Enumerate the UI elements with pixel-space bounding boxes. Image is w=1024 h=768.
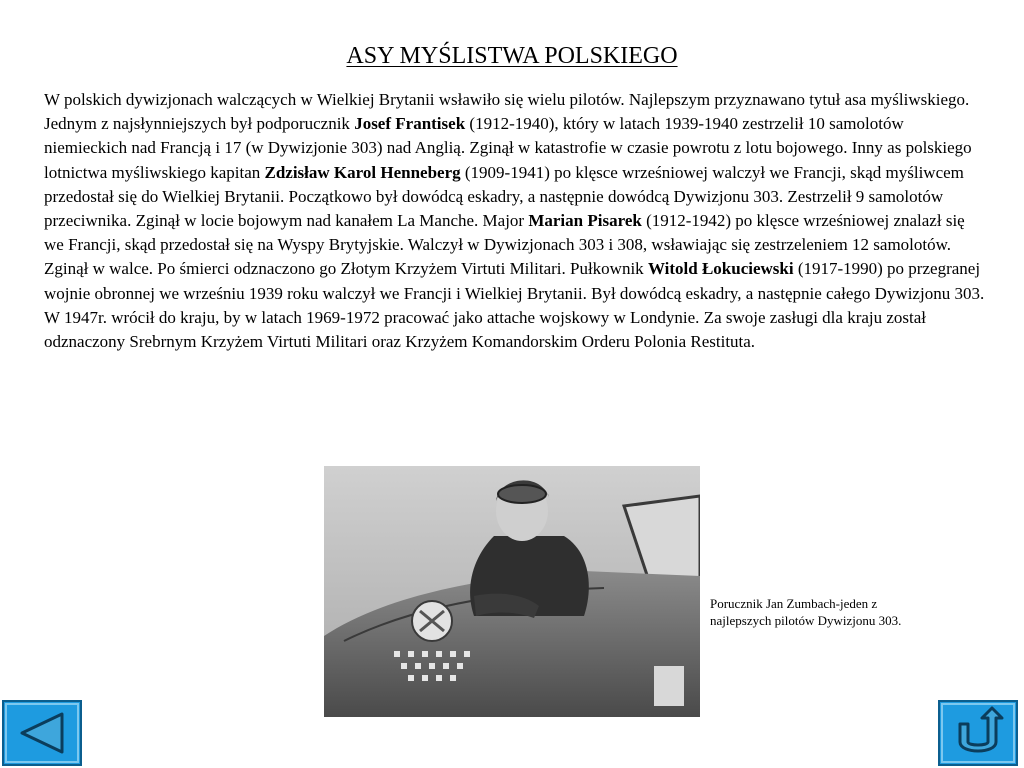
body-text xyxy=(44,88,988,354)
body-text-part-4: (1912-1942) po klęsce wrześniowej znalazł się we Francji, skąd przedostał się na Wyspy Brytyjskie. Walczył w Dywizjonach 303 i 308, wsławiając się zestrzeleniem 12 samolotów. Zginął w walce. Po śmierci odznaczono go Złotym Krzyżem Virtuti Militari. Pułkownik xyxy=(44,211,965,279)
photo-caption: Porucznik Jan Zumbach-jeden z najlepszych pilotów Dywizjonu 303. xyxy=(710,596,902,628)
body-text-part-2: (1912-1940), który w latach 1939-1940 zestrzelił 10 samolotów niemieckich nad Francją i 17 (w Dywizjonie 303) nad Anglią. Zginął w katastrofie w czasie powrotu z lotu bojowego. Inny as polskiego lotnictwa myśliwskiego kapitan xyxy=(44,114,972,182)
page-title: ASY MYŚLISTWA POLSKIEGO xyxy=(346,43,678,69)
pilot-photo xyxy=(324,466,700,717)
u-turn-icon xyxy=(938,700,1018,766)
pilot-name-pisarek: Marian Pisarek xyxy=(528,211,642,231)
pilot-in-cockpit-image xyxy=(324,466,700,717)
pilot-name-lokuciewski: Witold Łokuciewski xyxy=(647,259,794,279)
pilot-name-henneberg: Zdzisław Karol Henneberg xyxy=(264,162,461,182)
body-text-part-1: W polskich dywizjonach walczących w Wielkiej Brytanii wsławiło się wielu pilotów. Najlepszym przyznawano tytuł asa myśliwskiego. Jednym z najsłynniejszych był podporucznik xyxy=(44,90,970,134)
pilot-name-frantisek: Josef Frantisek xyxy=(354,114,466,134)
body-text-part-5: (1917-1990) po przegranej wojnie obronnej we wrześniu 1939 roku walczył we Francji i Wielkiej Brytanii. Był dowódcą eskadry, a następnie całego Dywizjonu 303. W 1947r. wrócił do kraju, by w latach 1969-1972 pracować jako attache wojskowy w Londynie. Za swoje zasługi dla kraju został odznaczony Srebrnym Krzyżem Virtuti Militari oraz Krzyżem Komandorskim Orderu Polonia Restituta. xyxy=(44,259,985,352)
body-text-part-3: (1909-1941) po klęsce wrześniowej walczył we Francji, skąd myśliwcem przedostał się do Wielkiej Brytanii. Początkowo był dowódcą eskadry, a następnie dowódcą Dywizjonu 303. Zestrzelił 9 samolotów przeciwnika. Zginął w locie bojowym nad kanałem La Manche. Major xyxy=(44,162,964,231)
back-button[interactable] xyxy=(2,700,82,766)
return-button[interactable] xyxy=(938,700,1018,766)
triangle-left-icon xyxy=(2,700,82,766)
